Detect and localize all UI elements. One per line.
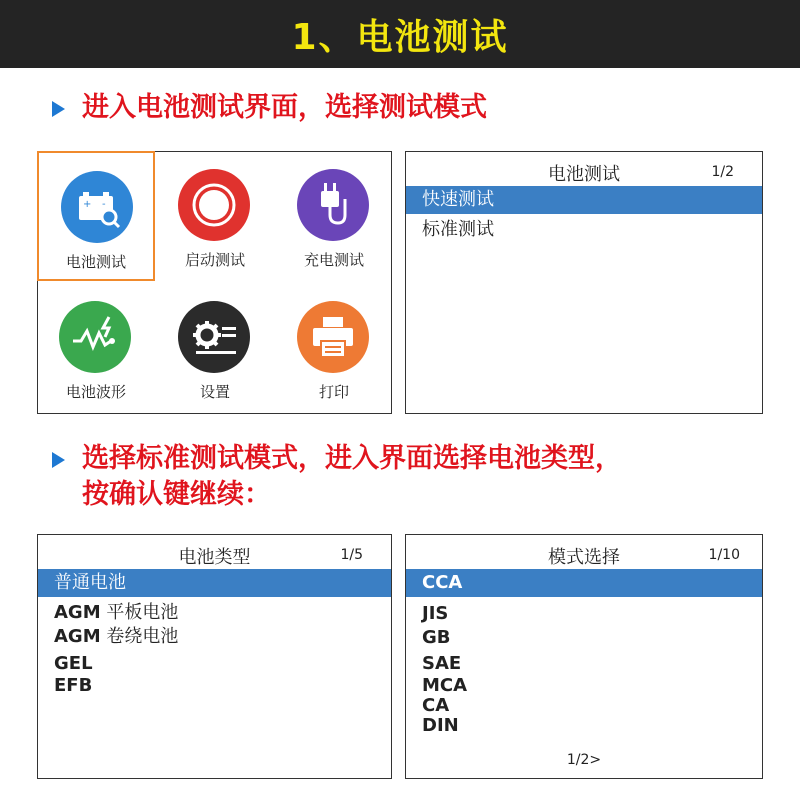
waveform-icon [59,301,131,373]
power-dial-icon [178,169,250,241]
play-triangle-icon [52,101,65,117]
banner-title: 1、电池测试 [291,16,509,58]
list-item-efb[interactable]: EFB [54,675,93,696]
list-item-cca[interactable]: CCA [406,569,762,597]
instruction-step2: 选择标准测试模式，进入界面选择电池类型， 按确认键继续： [52,441,622,513]
settings-gear-icon [178,301,250,373]
printer-icon [297,301,369,373]
footer-page-indicator[interactable]: 1/2> [566,752,602,768]
battery-test-screen [405,151,763,414]
svg-text:+: + [83,199,92,210]
menu-item-settings[interactable] [156,283,274,413]
list-item-agm-spiral[interactable]: AGM 卷绕电池 [54,626,179,647]
title-banner [0,0,800,68]
list-item-sae[interactable]: SAE [422,653,462,674]
menu-item-battery-waveform[interactable] [37,283,155,413]
instruction-step1: 进入电池测试界面，选择测试模式 [52,90,487,126]
list-item-din[interactable]: DIN [422,715,459,736]
menu-item-start-test[interactable] [156,151,274,281]
screen-title: 电池测试 [548,164,620,185]
list-item-regular-battery[interactable]: 普通电池 [38,569,391,597]
menu-item-charge-test[interactable] [275,151,393,281]
list-item-quick-test[interactable]: 快速测试 [406,186,762,214]
battery-type-screen [37,534,392,779]
list-item-jis[interactable]: JIS [422,603,449,624]
menu-label: 充电测试 [303,251,364,269]
menu-label: 启动测试 [184,251,245,269]
charging-plug-icon [297,169,369,241]
svg-text:-: - [102,199,106,210]
menu-label: 电池测试 [65,253,126,271]
page-indicator: 1/2 [711,164,734,180]
list-item-standard-test[interactable]: 标准测试 [422,219,494,240]
screen-title: 电池类型 [178,547,251,568]
menu-item-print[interactable] [275,283,393,413]
page-indicator: 1/5 [340,547,363,563]
screen-title: 模式选择 [548,547,620,568]
page-indicator: 1/10 [708,547,740,563]
menu-label: 电池波形 [65,383,126,401]
list-item-gb[interactable]: GB [422,627,451,648]
menu-item-battery-test[interactable] [37,151,155,281]
mode-select-screen [405,534,763,779]
list-item-ca[interactable]: CA [422,695,450,716]
list-item-mca[interactable]: MCA [422,675,468,696]
menu-label: 打印 [318,383,349,401]
battery-search-icon [61,171,133,243]
list-item-agm-flat[interactable]: AGM 平板电池 [54,602,179,623]
menu-label: 设置 [199,383,230,401]
play-triangle-icon [52,452,65,468]
main-menu-panel [37,151,392,414]
list-item-gel[interactable]: GEL [54,653,93,674]
